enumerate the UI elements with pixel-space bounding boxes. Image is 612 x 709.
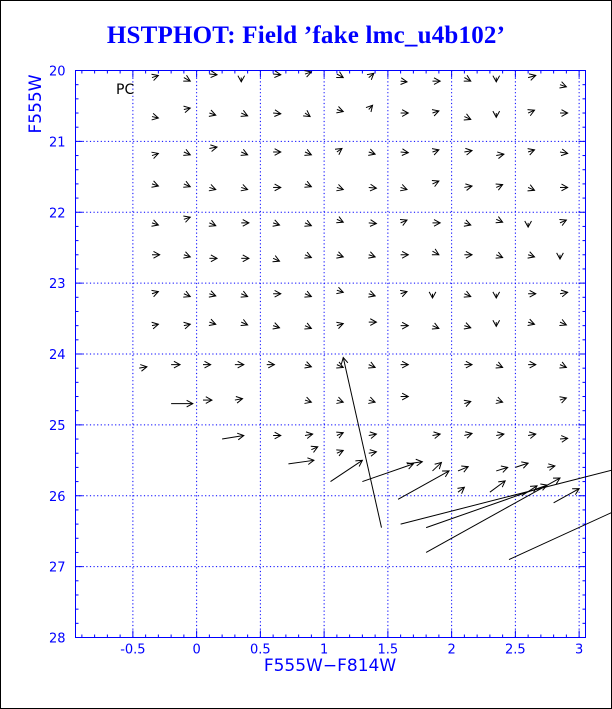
vector-arrow — [528, 185, 535, 191]
vector-shaft — [426, 478, 560, 552]
y-tick-label: 24 — [48, 348, 66, 363]
vector-arrow — [560, 290, 568, 297]
vector-arrow — [209, 291, 216, 297]
vector-arrow — [401, 322, 409, 329]
vector-arrow — [493, 320, 500, 326]
vector-arrow — [336, 106, 343, 112]
vector-arrow — [238, 76, 245, 82]
y-tick-label: 22 — [48, 206, 66, 222]
vector-arrow — [464, 361, 472, 368]
vector-arrow — [528, 361, 536, 368]
vector-arrow — [493, 76, 500, 82]
vector-arrow — [151, 290, 158, 296]
vector-arrow — [151, 220, 158, 226]
vector-arrow — [304, 362, 311, 368]
vector-arrow — [288, 458, 314, 465]
vector-arrow — [241, 319, 248, 325]
vector-arrow — [496, 362, 503, 368]
chip-label: PC — [116, 82, 135, 98]
vector-arrow — [464, 114, 471, 120]
vector-arrow — [183, 216, 190, 222]
vector-arrow — [458, 466, 468, 472]
vector-arrow — [304, 149, 311, 155]
vector-arrow — [560, 436, 568, 443]
y-tick-label: 25 — [48, 418, 66, 434]
vector-shaft — [401, 464, 612, 524]
vector-arrow — [336, 184, 343, 190]
vector-arrow — [496, 466, 507, 472]
vector-arrow — [335, 148, 342, 154]
vector-arrow — [171, 361, 180, 368]
vector-arrow — [528, 252, 535, 258]
vector-arrow — [433, 220, 441, 227]
vector-arrow — [151, 181, 158, 187]
vector-arrow — [184, 106, 191, 113]
vector-arrow — [432, 249, 439, 255]
vector-arrow — [369, 319, 377, 326]
x-tick-label: 0.5 — [250, 642, 271, 658]
vector-arrow — [368, 149, 375, 155]
vector-arrow — [400, 290, 407, 296]
vector-arrow — [183, 181, 190, 187]
vector-arrow — [528, 290, 536, 297]
vector-arrow — [401, 393, 409, 400]
vector-arrow — [559, 397, 566, 403]
vector-arrow — [273, 110, 281, 117]
vector-arrow — [369, 432, 377, 439]
vector-arrow — [241, 291, 248, 297]
vector-arrow — [336, 252, 343, 258]
vector-arrow — [273, 256, 280, 262]
vector-arrow — [493, 111, 500, 117]
vector-arrow — [241, 220, 249, 227]
vector-arrow — [464, 220, 471, 226]
vector-arrow — [209, 184, 216, 190]
vector-arrow — [464, 148, 472, 155]
vector-arrow — [496, 252, 503, 258]
vector-arrow — [490, 481, 505, 492]
vector-arrow — [203, 397, 212, 404]
vector-arrow — [515, 462, 528, 468]
vector-arrow — [496, 217, 503, 223]
vector-arrow — [401, 361, 409, 368]
vector-arrow — [560, 149, 568, 156]
vector-arrow — [304, 397, 311, 403]
vector-arrow — [560, 184, 568, 191]
vector-arrow — [432, 323, 439, 329]
vector-arrow — [209, 145, 217, 152]
vector-arrow — [400, 219, 407, 225]
vector-arrow — [273, 71, 281, 78]
y-tick-label: 21 — [48, 135, 66, 151]
vector-arrow — [304, 71, 311, 77]
vector-shaft — [554, 489, 580, 503]
vector-arrow — [183, 252, 190, 258]
vector-arrow — [559, 362, 566, 368]
vector-arrow — [528, 319, 535, 325]
vector-arrow — [184, 322, 191, 329]
vector-shaft — [331, 460, 363, 481]
y-tick-label: 28 — [48, 631, 66, 647]
vector-arrow — [152, 322, 159, 329]
vector-arrow — [432, 110, 439, 116]
vector-arrow — [464, 251, 472, 258]
vector-arrow — [235, 361, 244, 368]
vector-arrow — [559, 82, 566, 88]
vector-arrow — [369, 450, 377, 457]
vector-arrow — [547, 464, 555, 471]
vector-arrow — [241, 255, 249, 262]
vector-arrow — [336, 397, 343, 403]
vector-arrow — [464, 75, 471, 81]
vector-arrow — [209, 71, 217, 78]
vector-arrow — [273, 184, 281, 191]
vector-arrow — [367, 73, 374, 80]
vector-arrow — [209, 255, 217, 262]
vector-arrow — [152, 113, 159, 120]
vector-arrow — [464, 432, 472, 438]
vector-arrow — [303, 110, 310, 116]
vector-arrow — [429, 292, 436, 298]
vector-arrow — [336, 450, 343, 456]
y-tick-label: 26 — [48, 489, 66, 505]
vector-arrow — [336, 217, 343, 223]
vector-arrow — [369, 220, 377, 227]
vector-arrow — [432, 149, 439, 155]
vector-arrow — [304, 252, 311, 258]
vector-arrow — [493, 292, 500, 298]
vector-arrow — [401, 251, 409, 258]
x-tick-label: 2.5 — [505, 642, 526, 658]
vector-arrow — [304, 291, 311, 297]
chart-title: HSTPHOT: Field ’fake lmc_u4b102’ — [106, 22, 506, 49]
vector-arrow — [464, 291, 471, 297]
vector-arrow — [528, 74, 536, 80]
vector-arrow — [241, 184, 248, 190]
vector-arrow — [432, 180, 439, 186]
vector-arrow — [559, 319, 566, 325]
vector-arrow — [560, 110, 568, 117]
vector-arrow — [241, 149, 248, 155]
vector-arrow — [464, 184, 472, 191]
y-axis-label: F555W — [26, 74, 46, 134]
vector-arrow — [209, 319, 216, 325]
vector-arrow — [304, 220, 311, 226]
vector-arrow — [426, 478, 560, 552]
vector-field — [139, 71, 612, 560]
vector-arrow — [336, 287, 343, 293]
vector-arrow — [557, 253, 564, 259]
vector-arrow — [464, 400, 471, 406]
vector-arrow — [400, 184, 407, 190]
vector-arrow — [331, 460, 363, 481]
vector-shaft — [398, 471, 449, 499]
vector-arrow — [366, 105, 373, 112]
vector-arrow — [183, 149, 190, 155]
vector-arrow — [496, 152, 504, 159]
y-tick-labels — [49, 65, 66, 647]
vector-arrow — [273, 290, 281, 297]
vector-arrow — [151, 74, 158, 80]
vector-arrow — [304, 323, 311, 329]
vector-arrow — [267, 361, 275, 368]
vector-arrow — [336, 322, 343, 328]
vector-arrow — [139, 365, 147, 372]
vector-head — [355, 460, 362, 466]
y-tick-label: 27 — [48, 560, 66, 576]
vector-arrow — [222, 433, 244, 440]
vector-arrow — [369, 184, 377, 191]
vector-arrow — [525, 221, 532, 227]
vector-arrow — [241, 110, 248, 116]
vector-arrow — [235, 396, 243, 403]
vector-arrow — [401, 462, 612, 524]
vector-arrow — [433, 78, 441, 85]
vector-arrow — [433, 462, 442, 471]
vector-arrow — [559, 219, 566, 225]
vector-arrow — [368, 252, 375, 258]
vector-arrow — [209, 110, 216, 116]
y-tick-label: 20 — [48, 64, 66, 80]
vector-arrow — [203, 361, 211, 368]
vector-arrow — [528, 110, 535, 116]
vector-arrow — [496, 184, 503, 190]
vector-arrow — [368, 362, 375, 368]
x-tick-label: 0 — [192, 642, 201, 658]
x-tick-label: 2 — [447, 642, 456, 658]
vector-shaft — [509, 460, 612, 559]
vector-arrow — [273, 323, 280, 329]
vector-arrow — [311, 446, 318, 452]
x-tick-label: -0.5 — [120, 642, 146, 658]
vector-arrow — [151, 152, 158, 158]
vector-arrow — [509, 460, 612, 560]
x-tick-label: 3 — [574, 642, 584, 658]
vector-arrow — [171, 400, 193, 407]
vector-arrow — [401, 110, 409, 117]
vector-arrow — [273, 149, 281, 156]
vector-arrow — [528, 149, 535, 155]
vector-arrow — [496, 432, 504, 439]
vector-arrow — [401, 78, 407, 85]
vector-arrow — [457, 487, 464, 493]
vector-arrow — [368, 291, 375, 297]
vector-shaft — [343, 358, 381, 528]
vector-arrow — [368, 397, 375, 403]
vector-arrow — [305, 432, 313, 439]
y-tick-label: 23 — [48, 277, 66, 293]
vector-arrow — [464, 323, 471, 329]
vector-arrow — [183, 291, 190, 297]
vector-arrow — [554, 489, 580, 503]
vector-arrow — [152, 251, 160, 258]
vector-arrow — [273, 220, 280, 226]
x-axis-label: F555W−F814W — [263, 656, 397, 676]
vector-arrow — [304, 181, 311, 187]
vector-arrow — [398, 471, 449, 499]
vector-arrow — [273, 432, 281, 439]
x-tick-label: 1.5 — [377, 642, 399, 658]
vector-arrow — [209, 220, 216, 226]
x-tick-label: 1 — [319, 642, 329, 658]
vector-arrow — [341, 358, 381, 528]
vector-arrow — [528, 432, 536, 439]
vector-arrow — [496, 397, 503, 403]
vector-arrow — [183, 75, 190, 81]
vector-arrow — [336, 432, 343, 438]
vector-arrow — [401, 149, 409, 156]
vector-arrow — [433, 432, 441, 439]
